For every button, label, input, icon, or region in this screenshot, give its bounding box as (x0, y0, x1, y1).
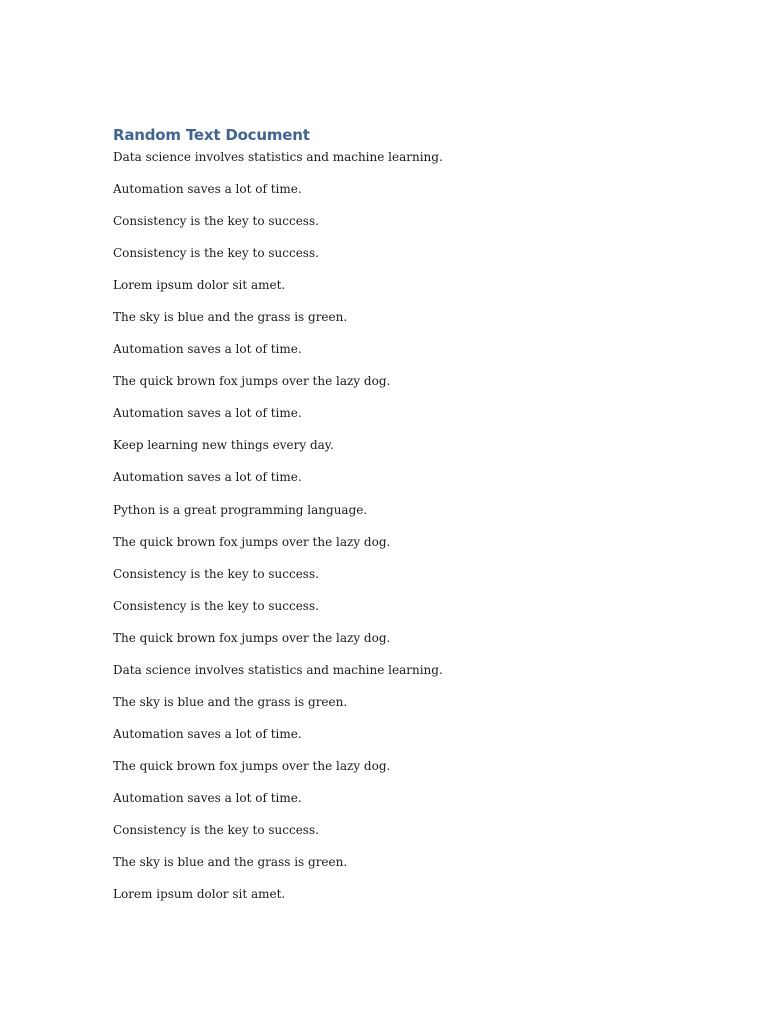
paragraph: Consistency is the key to success. (113, 822, 319, 837)
paragraph: Python is a great programming language. (113, 502, 368, 517)
paragraph: Lorem ipsum dolor sit amet. (113, 887, 286, 902)
paragraph: Automation saves a lot of time. (113, 726, 302, 741)
paragraph: Consistency is the key to success. (113, 246, 319, 261)
paragraph: Automation saves a lot of time. (113, 790, 302, 805)
paragraph: Data science involves statistics and machine learning. (113, 150, 443, 164)
paragraph: Automation saves a lot of time. (113, 342, 302, 357)
paragraph: Automation saves a lot of time. (113, 406, 302, 421)
paragraph: Data science involves statistics and machine learning. (113, 662, 443, 677)
paragraph: The quick brown fox jumps over the lazy dog. (113, 374, 391, 389)
paragraph: The quick brown fox jumps over the lazy dog. (113, 630, 391, 645)
paragraph: The sky is blue and the grass is green. (113, 855, 348, 870)
paragraph: Automation saves a lot of time. (113, 182, 302, 197)
paragraph: Automation saves a lot of time. (113, 470, 302, 485)
paragraph: The quick brown fox jumps over the lazy dog. (113, 534, 391, 549)
paragraph: Keep learning new things every day. (113, 438, 334, 453)
paragraph: The sky is blue and the grass is green. (113, 310, 348, 325)
paragraph: Lorem ipsum dolor sit amet. (113, 278, 286, 293)
paragraph: Consistency is the key to success. (113, 566, 319, 581)
paragraph: Consistency is the key to success. (113, 598, 319, 613)
paragraph-list (113, 145, 673, 914)
document-body (113, 125, 673, 914)
paragraph: The sky is blue and the grass is green. (113, 694, 348, 709)
paragraph: Consistency is the key to success. (113, 214, 319, 229)
document-title: Random Text Document (113, 126, 310, 144)
paragraph: The quick brown fox jumps over the lazy dog. (113, 758, 391, 773)
